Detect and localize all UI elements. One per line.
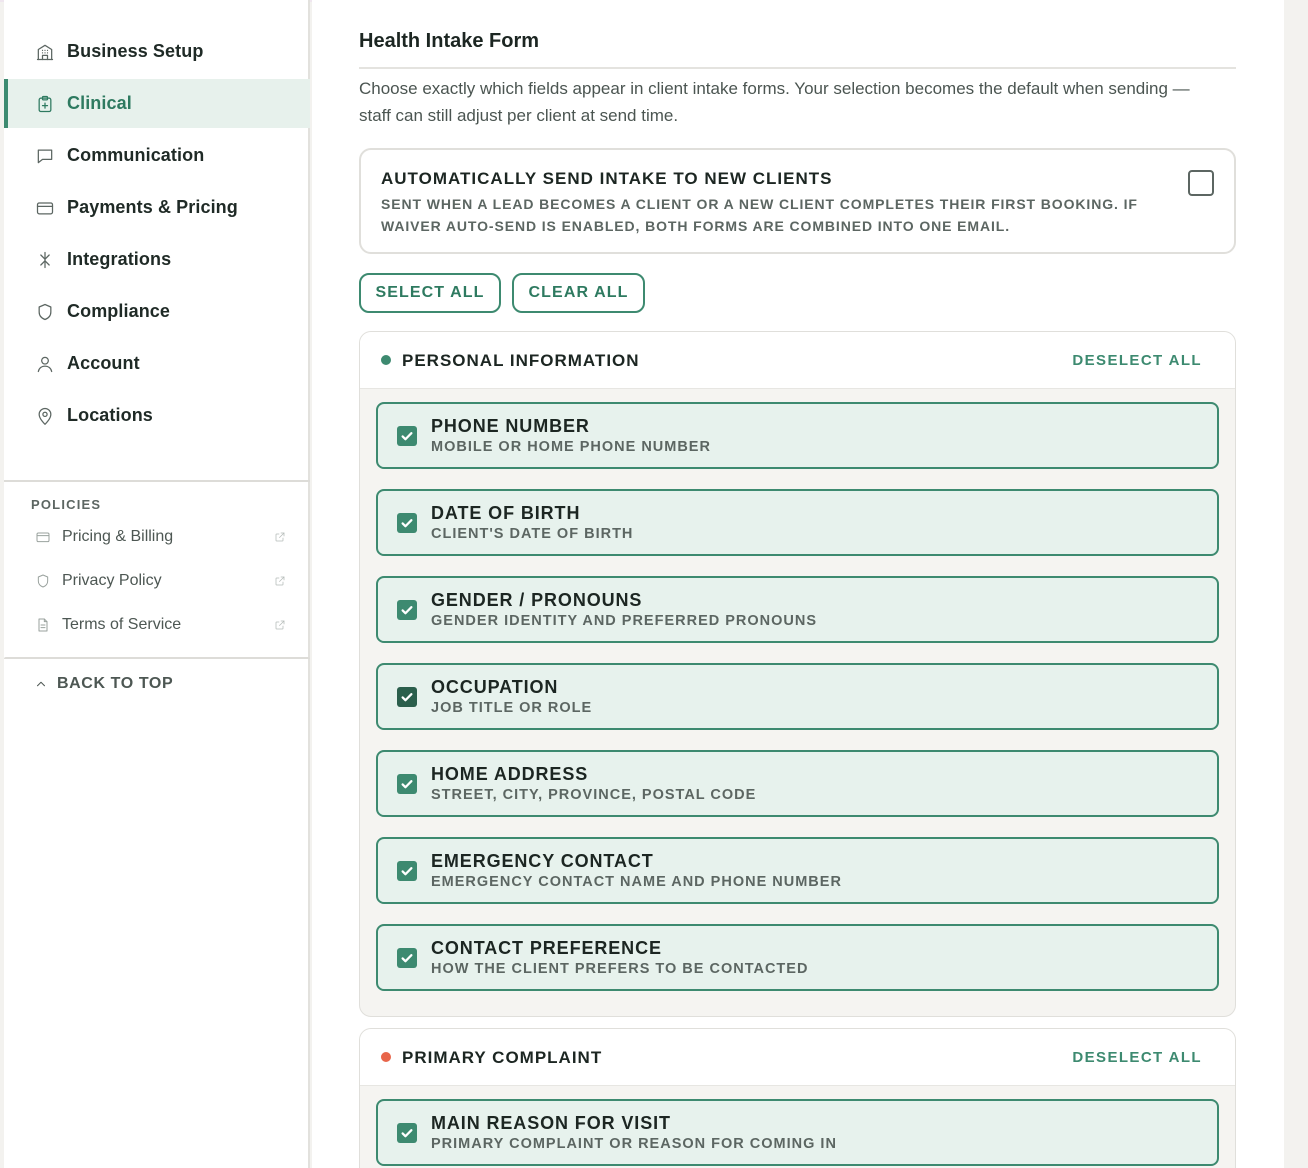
field-checkbox[interactable] [397,600,417,620]
field-option-contact-preference[interactable] [376,924,1219,991]
field-label: EMERGENCY CONTACT [431,851,654,871]
document-icon [34,616,52,634]
field-label: HOME ADDRESS [431,764,589,784]
external-link-icon [274,574,286,586]
policy-link-privacy-policy[interactable] [34,566,286,596]
group-header [360,332,1235,389]
field-label: GENDER / PRONOUNS [431,590,643,610]
shield-icon [34,301,56,323]
sidebar-item-label: Locations [67,405,153,425]
field-option-occupation[interactable] [376,663,1219,730]
shield-icon [34,572,52,590]
sidebar-item-communication[interactable] [4,131,310,180]
plug-icon [34,249,56,271]
group-title: PERSONAL INFORMATION [402,351,640,370]
settings-main [312,0,1284,1168]
policy-link-label: Terms of Service [62,616,182,633]
external-link-icon [274,618,286,630]
checkmark-icon [400,1126,414,1140]
chat-bubble-icon [34,145,56,167]
field-checkbox[interactable] [397,426,417,446]
sidebar-item-business-setup[interactable] [4,27,310,76]
credit-card-icon [34,528,52,546]
policies-heading: POLICIES [31,497,102,512]
checkmark-icon [400,777,414,791]
group-status-dot [381,1052,391,1062]
sidebar-item-account[interactable] [4,339,310,388]
field-checkbox[interactable] [397,948,417,968]
policy-link-terms-of-service[interactable] [34,610,286,640]
checkmark-icon [400,516,414,530]
policy-link-label: Pricing & Billing [62,528,174,545]
auto-send-title: AUTOMATICALLY SEND INTAKE TO NEW CLIENTS [381,169,833,188]
field-group-personal-information [359,331,1236,1017]
policy-link-pricing-billing[interactable] [34,522,286,552]
sidebar-item-payments-pricing[interactable] [4,183,310,232]
field-description: GENDER IDENTITY AND PREFERRED PRONOUNS [431,613,818,629]
settings-nav [4,27,310,443]
field-option-home-address[interactable] [376,750,1219,817]
field-label: MAIN REASON FOR VISIT [431,1113,671,1133]
field-option-emergency-contact[interactable] [376,837,1219,904]
field-checkbox[interactable] [397,687,417,707]
sidebar-item-compliance[interactable] [4,287,310,336]
deselect-all-button[interactable]: DESELECT ALL [1072,352,1202,369]
sidebar-item-label: Business Setup [67,41,204,61]
sidebar-item-label: Communication [67,145,205,165]
title-divider [359,67,1236,69]
page-title: Health Intake Form [359,30,540,52]
deselect-all-button[interactable]: DESELECT ALL [1072,1049,1202,1066]
field-checkbox[interactable] [397,513,417,533]
building-icon [34,41,56,63]
field-description: EMERGENCY CONTACT NAME AND PHONE NUMBER [431,874,842,890]
policy-link-label: Privacy Policy [62,572,162,589]
field-label: CONTACT PREFERENCE [431,938,662,958]
sidebar-item-label: Clinical [67,93,132,113]
checkmark-icon [400,429,414,443]
sidebar-item-label: Account [67,353,140,373]
chevron-up-icon [34,677,48,691]
field-description: JOB TITLE OR ROLE [431,700,593,716]
sidebar-item-label: Compliance [67,301,171,321]
checkmark-icon [400,951,414,965]
group-status-dot [381,355,391,365]
field-description: PRIMARY COMPLAINT OR REASON FOR COMING IN [431,1136,837,1152]
sidebar-divider [4,480,310,482]
clear-all-button[interactable]: CLEAR ALL [512,273,645,313]
checkmark-icon [400,690,414,704]
sidebar-item-clinical[interactable] [4,79,310,128]
select-all-button[interactable]: SELECT ALL [359,273,501,313]
field-label: DATE OF BIRTH [431,503,581,523]
checkmark-icon [400,603,414,617]
external-link-icon [274,530,286,542]
field-description: HOW THE CLIENT PREFERS TO BE CONTACTED [431,961,809,977]
map-pin-icon [34,405,56,427]
sidebar-divider [4,657,310,659]
field-description: CLIENT'S DATE OF BIRTH [431,526,634,542]
back-to-top-label: BACK TO TOP [57,675,174,692]
auto-send-card [359,148,1236,254]
section-description: Choose exactly which fields appear in client intake forms. Your selection becomes the default when sending — staff can still adjust per client at send time. [359,79,1190,125]
checkmark-icon [400,864,414,878]
auto-send-checkbox[interactable] [1188,170,1214,196]
field-label: OCCUPATION [431,677,559,697]
settings-sidebar [4,0,310,1168]
auto-send-description: SENT WHEN A LEAD BECOMES A CLIENT OR A NEW CLIENT COMPLETES THEIR FIRST BOOKING. IF WAIVER AUTO-SEND IS ENABLED, BOTH FORMS ARE COMBINED INTO ONE EMAIL. [381,196,1138,234]
clipboard-plus-icon [34,93,56,115]
sidebar-item-integrations[interactable] [4,235,310,284]
field-option-gender-pronouns[interactable] [376,576,1219,643]
field-option-date-of-birth[interactable] [376,489,1219,556]
group-title: PRIMARY COMPLAINT [402,1048,603,1067]
credit-card-icon [34,197,56,219]
sidebar-item-label: Integrations [67,249,172,269]
field-checkbox[interactable] [397,774,417,794]
group-header [360,1029,1235,1086]
field-group-primary-complaint [359,1028,1236,1168]
right-gutter [1284,0,1308,1168]
user-icon [34,353,56,375]
back-to-top-button[interactable] [34,672,173,696]
field-description: MOBILE OR HOME PHONE NUMBER [431,439,711,455]
field-checkbox[interactable] [397,861,417,881]
field-description: STREET, CITY, PROVINCE, POSTAL CODE [431,787,757,803]
field-checkbox[interactable] [397,1123,417,1143]
field-option-phone-number[interactable] [376,402,1219,469]
sidebar-item-locations[interactable] [4,391,310,440]
field-label: PHONE NUMBER [431,416,590,436]
sidebar-item-label: Payments & Pricing [67,197,238,217]
field-option-main-reason-for-visit[interactable] [376,1099,1219,1166]
